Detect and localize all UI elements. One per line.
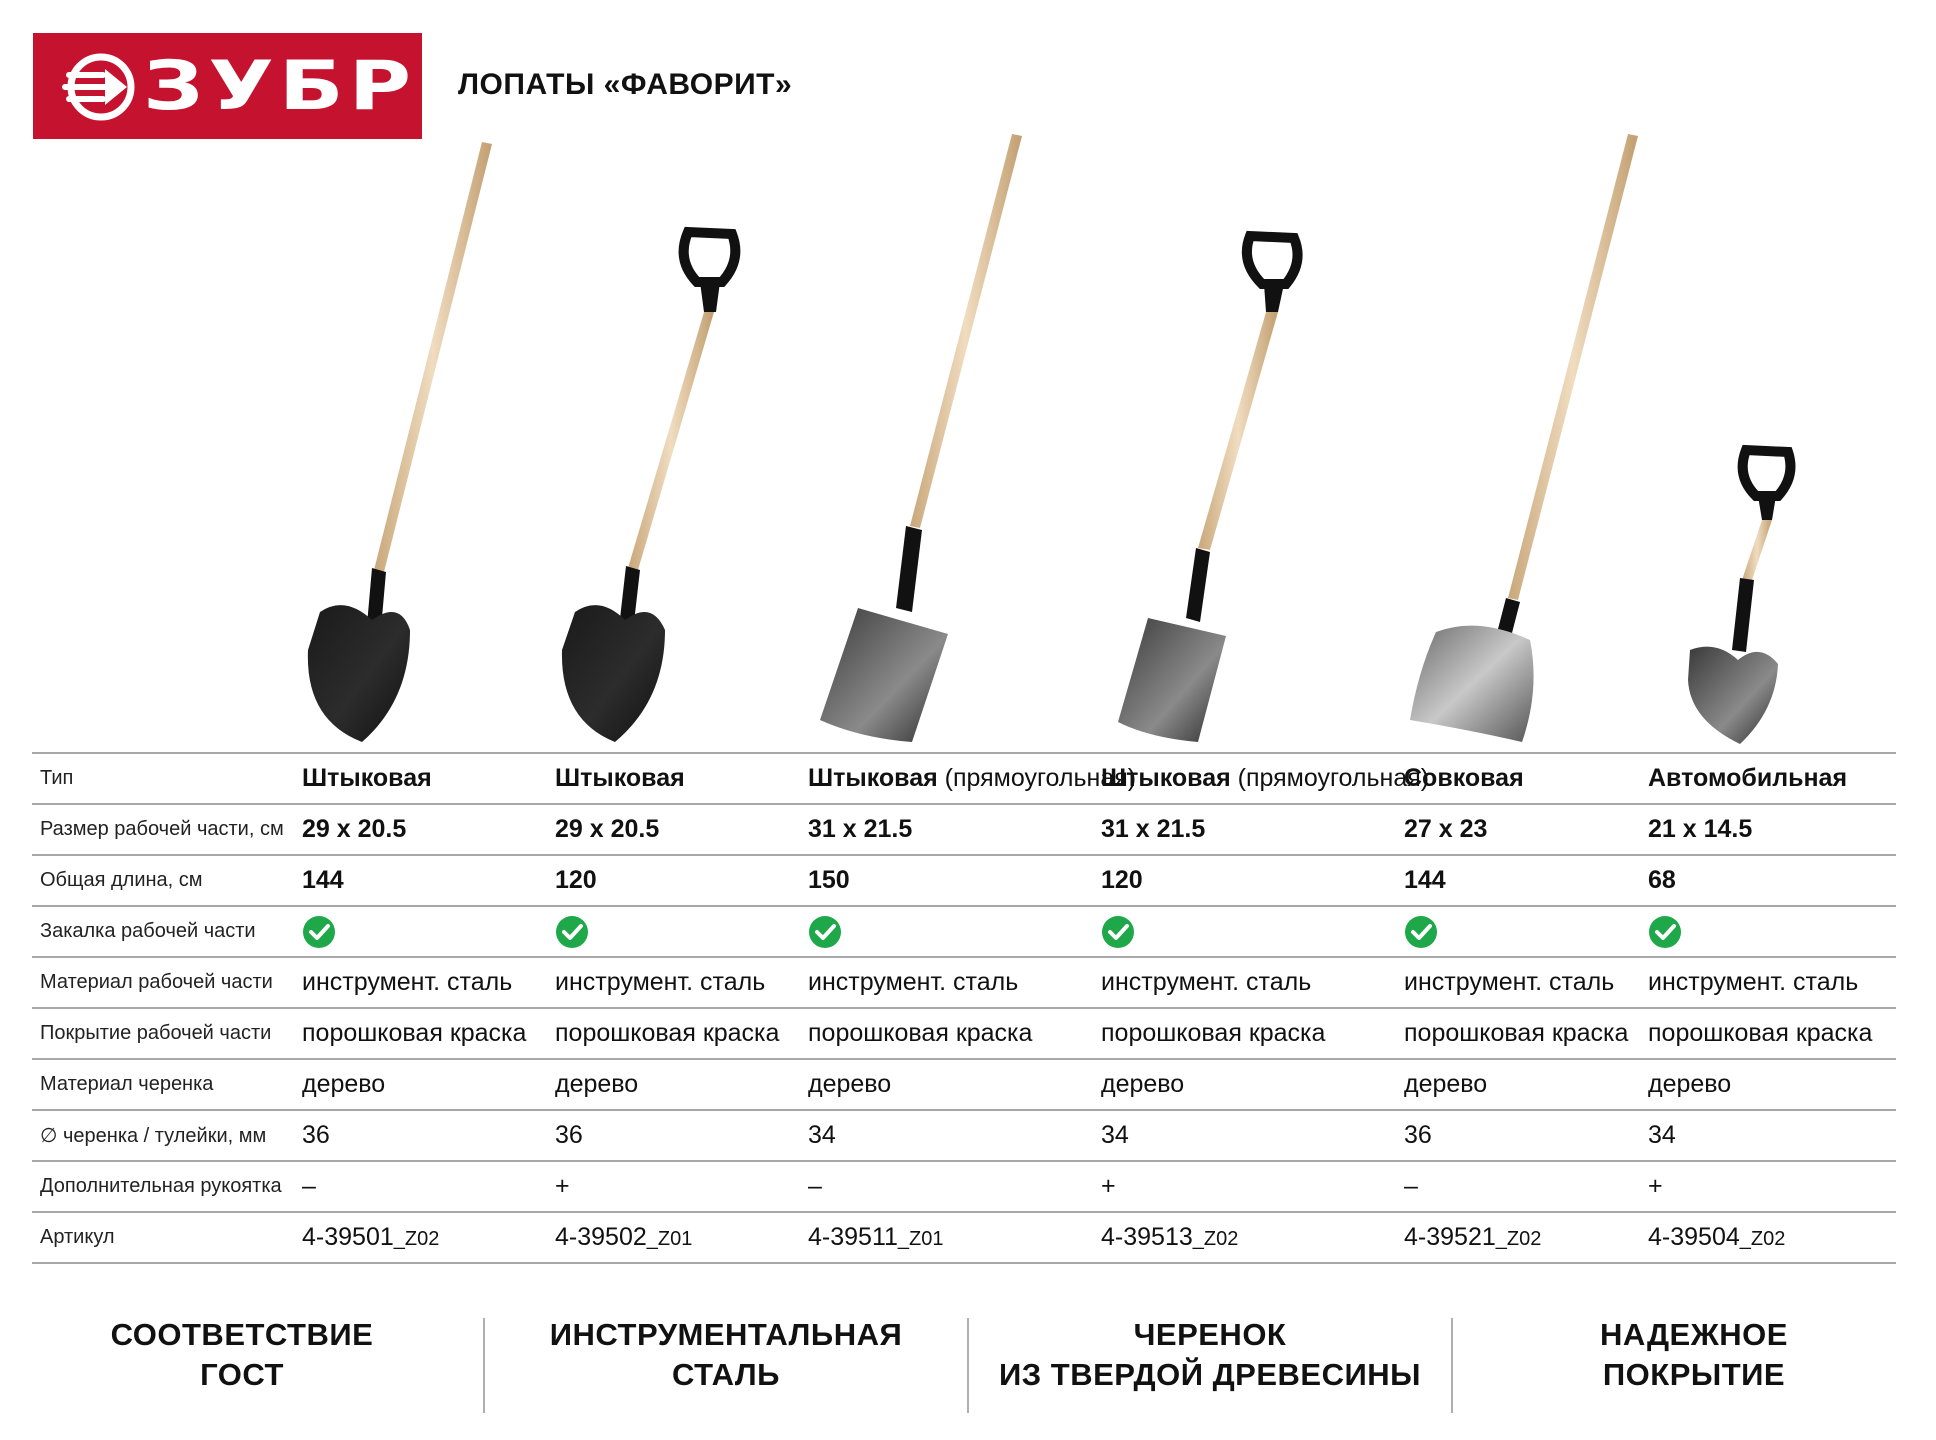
row-label: Общая длина, см [32, 855, 302, 906]
table-cell [808, 906, 1101, 957]
table-cell: 36 [1404, 1110, 1648, 1161]
check-circle-icon [808, 915, 842, 949]
table-cell: порошковая краска [1101, 1008, 1404, 1059]
table-cell: порошковая краска [808, 1008, 1101, 1059]
table-cell: 34 [1101, 1110, 1404, 1161]
shovel-4 [1118, 236, 1298, 742]
check-circle-icon [1404, 915, 1438, 949]
table-cell: 4-39513_Z02 [1101, 1212, 1404, 1263]
table-cell: – [302, 1161, 555, 1212]
table-cell: 31 x 21.5 [808, 804, 1101, 855]
table-cell: 144 [1404, 855, 1648, 906]
table-cell: – [1404, 1161, 1648, 1212]
table-cell: инструмент. сталь [1648, 957, 1896, 1008]
table-cell: 34 [1648, 1110, 1896, 1161]
table-cell [1648, 906, 1896, 957]
divider [1451, 1318, 1453, 1413]
table-cell: дерево [1101, 1059, 1404, 1110]
shovel-1 [308, 142, 492, 742]
table-cell: 29 x 20.5 [555, 804, 808, 855]
table-cell: дерево [1404, 1059, 1648, 1110]
table-row-extra-handle [32, 1161, 1896, 1212]
table-cell: дерево [1648, 1059, 1896, 1110]
table-cell: 144 [302, 855, 555, 906]
table-cell: 4-39504_Z02 [1648, 1212, 1896, 1263]
table-cell: – [808, 1161, 1101, 1212]
page-title: ЛОПАТЫ «ФАВОРИТ» [458, 68, 793, 101]
table-cell: 4-39501_Z02 [302, 1212, 555, 1263]
features-bar [0, 1315, 1920, 1415]
table-cell [1404, 906, 1648, 957]
feature-steel: ИНСТРУМЕНТАЛЬНАЯ СТАЛЬ [549, 1317, 903, 1392]
divider [967, 1318, 969, 1413]
table-cell: порошковая краска [302, 1008, 555, 1059]
table-row-length [32, 855, 1896, 906]
shovel-5 [1410, 134, 1638, 742]
table-row-diameter [32, 1110, 1896, 1161]
table-cell: инструмент. сталь [1404, 957, 1648, 1008]
table-cell: Штыковая (прямоугольная) [1101, 753, 1404, 804]
table-cell: + [1101, 1161, 1404, 1212]
shovel-6 [1688, 450, 1790, 744]
table-cell: инструмент. сталь [555, 957, 808, 1008]
table-cell: Автомобильная [1648, 753, 1896, 804]
table-cell: 4-39511_Z01 [808, 1212, 1101, 1263]
table-cell: дерево [555, 1059, 808, 1110]
table-cell: дерево [808, 1059, 1101, 1110]
table-cell: + [1648, 1161, 1896, 1212]
table-row-blade-material [32, 957, 1896, 1008]
brand-name: ЗУБР [143, 47, 417, 126]
table-row-type [32, 753, 1896, 804]
table-cell [1101, 906, 1404, 957]
table-row-coating [32, 1008, 1896, 1059]
shovel-3 [820, 134, 1022, 742]
row-label: Артикул [32, 1212, 302, 1263]
check-circle-icon [302, 915, 336, 949]
table-row-handle-material [32, 1059, 1896, 1110]
row-label: Закалка рабочей части [32, 906, 302, 957]
table-cell: + [555, 1161, 808, 1212]
divider [483, 1318, 485, 1413]
row-label: ∅ черенка / тулейки, мм [32, 1110, 302, 1161]
row-label: Материал рабочей части [32, 957, 302, 1008]
check-circle-icon [1101, 915, 1135, 949]
row-label: Покрытие рабочей части [32, 1008, 302, 1059]
row-label: Размер рабочей части, см [32, 804, 302, 855]
table-cell: 120 [1101, 855, 1404, 906]
table-cell: инструмент. сталь [808, 957, 1101, 1008]
feature-gost: СООТВЕТСТВИЕ ГОСТ [110, 1317, 374, 1392]
table-cell: 4-39521_Z02 [1404, 1212, 1648, 1263]
table-cell: 21 x 14.5 [1648, 804, 1896, 855]
feature-coating: НАДЕЖНОЕ ПОКРЫТИЕ [1600, 1317, 1788, 1392]
row-label: Тип [32, 753, 302, 804]
table-cell: порошковая краска [1648, 1008, 1896, 1059]
table-cell: 120 [555, 855, 808, 906]
check-circle-icon [1648, 915, 1682, 949]
table-cell: 27 x 23 [1404, 804, 1648, 855]
row-label: Материал черенка [32, 1059, 302, 1110]
table-cell: 31 x 21.5 [1101, 804, 1404, 855]
table-cell: инструмент. сталь [302, 957, 555, 1008]
table-cell: Штыковая (прямоугольная) [808, 753, 1101, 804]
shovel-illustrations [0, 120, 1920, 750]
table-row-size [32, 804, 1896, 855]
table-cell: 4-39502_Z01 [555, 1212, 808, 1263]
row-label: Дополнительная рукоятка [32, 1161, 302, 1212]
table-cell: Штыковая [555, 753, 808, 804]
table-cell: 68 [1648, 855, 1896, 906]
check-circle-icon [555, 915, 589, 949]
table-cell: 150 [808, 855, 1101, 906]
spec-table [32, 752, 1896, 1264]
table-row-hardening [32, 906, 1896, 957]
table-cell [302, 906, 555, 957]
table-cell: 36 [555, 1110, 808, 1161]
table-cell: дерево [302, 1059, 555, 1110]
table-cell: Штыковая [302, 753, 555, 804]
table-cell: 34 [808, 1110, 1101, 1161]
table-cell: 36 [302, 1110, 555, 1161]
logo-arrow-icon [61, 55, 141, 119]
table-row-article [32, 1212, 1896, 1263]
table-cell: порошковая краска [1404, 1008, 1648, 1059]
table-cell: Совковая [1404, 753, 1648, 804]
feature-handle: ЧЕРЕНОК ИЗ ТВЕРДОЙ ДРЕВЕСИНЫ [998, 1317, 1422, 1392]
shovel-2 [562, 232, 735, 742]
table-cell [555, 906, 808, 957]
table-cell: инструмент. сталь [1101, 957, 1404, 1008]
table-cell: порошковая краска [555, 1008, 808, 1059]
table-cell: 29 x 20.5 [302, 804, 555, 855]
